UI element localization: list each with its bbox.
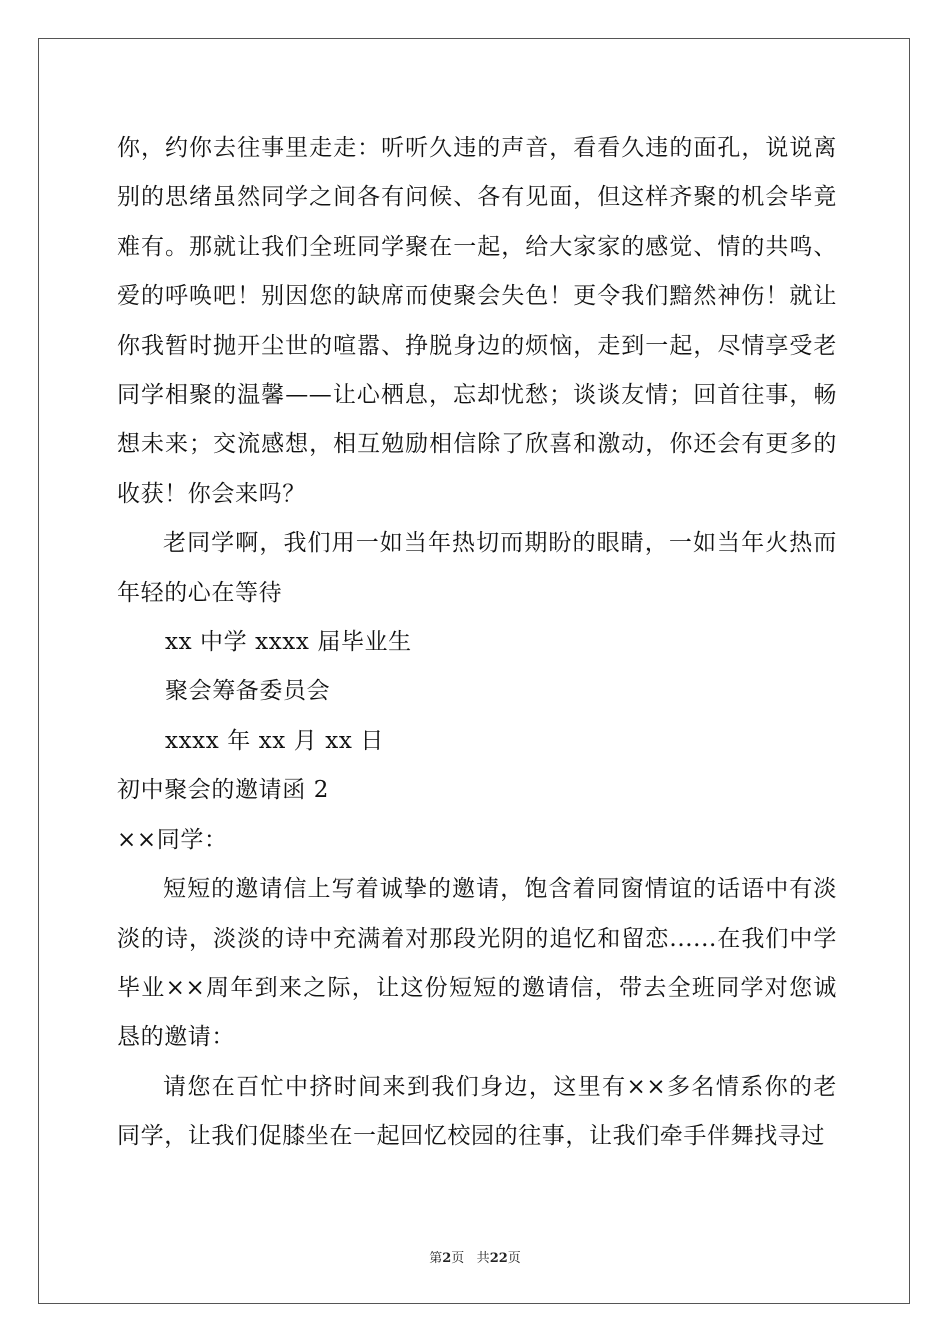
page-footer [0,1247,950,1266]
signature-school: xx 中学 xxxx 届毕业生 [165,629,412,656]
footer-total-suffix: 页 [507,1251,521,1266]
footer-page-suffix: 页 [451,1251,465,1266]
section-heading: 初中聚会的邀请函 2 [117,777,329,804]
signature-committee: 聚会筹备委员会 [165,678,331,705]
paragraph-waiting: 老同学啊，我们用一如当年热切而期盼的眼睛，一如当年火热而年轻的心在等待 [117,530,837,606]
paragraph-invitation-request: 请您在百忙中挤时间来到我们身边，这里有××多名情系你的老同学，让我们促膝坐在一起回忆校园的往事，让我们牵手伴舞找寻过 [117,1073,837,1150]
paragraph-invitation-letter: 短短的邀请信上写着诚挚的邀请，饱含着同窗情谊的话语中有淡淡的诗，淡淡的诗中充满着对那段光阴的追忆和留恋......在我们中学毕业××周年到来之际，让这份短短的邀请信，带去全班同学对您诚恳的邀请： [117,876,837,1051]
footer-page-number: 2 [442,1251,452,1266]
document-body [117,124,837,1162]
footer-total-pages: 22 [489,1251,508,1266]
footer-prefix: 第 [429,1251,443,1266]
paragraph-continuation: 你，约你去往事里走走：听听久违的声音，看看久违的面孔，说说离别的思绪虽然同学之间各有问候、各有见面，但这样齐聚的机会毕竟难有。那就让我们全班同学聚在一起，给大家家的感觉、情的共鸣、爱的呼唤吧！别因您的缺席而使聚会失色！更令我们黯然神伤！就让你我暂时抛开尘世的喧嚣、挣脱身边的烦恼，走到一起，尽情享受老同学相聚的温馨——让心栖息，忘却忧愁；谈谈友情；回首往事，畅想未来；交流感想，相互勉励相信除了欣喜和激动，你还会有更多的收获！你会来吗？ [117,135,837,507]
footer-total-prefix: 共 [476,1251,490,1266]
salutation: ××同学： [117,826,228,853]
signature-date: xxxx 年 xx 月 xx 日 [165,727,384,754]
